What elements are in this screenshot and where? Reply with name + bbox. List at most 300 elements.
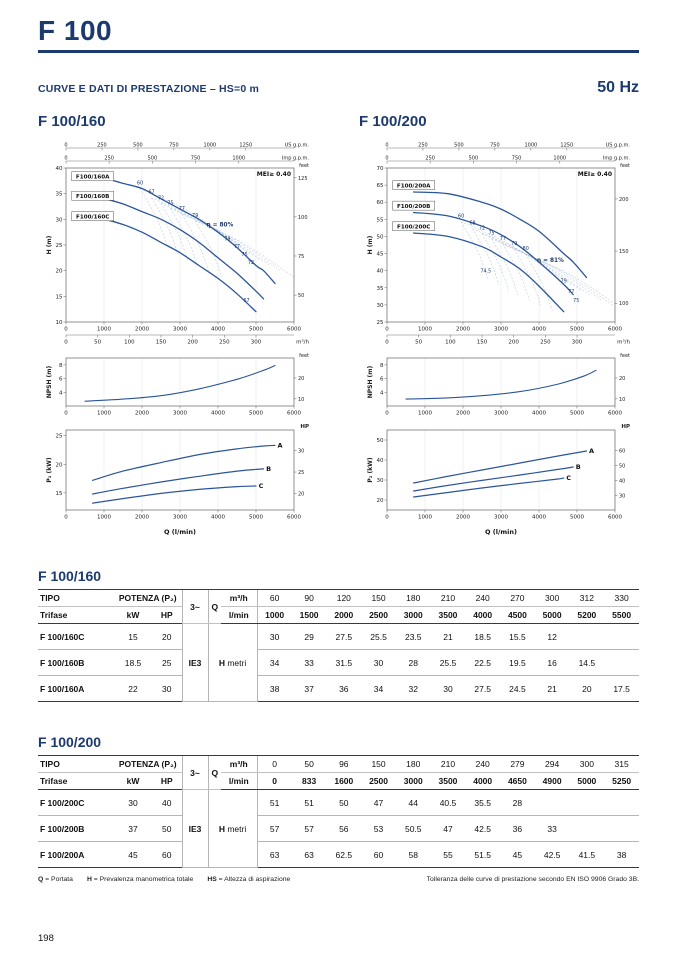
head-value-cell: 50 bbox=[326, 790, 361, 816]
svg-text:4: 4 bbox=[59, 390, 63, 397]
svg-text:125: 125 bbox=[298, 176, 308, 183]
head-value-cell: 55 bbox=[431, 842, 466, 868]
svg-text:8: 8 bbox=[380, 363, 384, 370]
kw-cell: 37 bbox=[114, 816, 152, 842]
svg-text:4000: 4000 bbox=[211, 410, 225, 417]
svg-text:4000: 4000 bbox=[532, 514, 546, 521]
footnote-item: Q = Portata bbox=[38, 876, 73, 884]
svg-text:75: 75 bbox=[488, 232, 495, 238]
q-m3h-value: 294 bbox=[535, 756, 570, 773]
svg-text:6000: 6000 bbox=[287, 410, 301, 417]
col-potenza: POTENZA (P₂) bbox=[114, 756, 182, 773]
svg-text:A: A bbox=[588, 447, 595, 456]
head-value-cell: 18.5 bbox=[465, 624, 500, 650]
head-value-cell: 25.5 bbox=[431, 650, 466, 676]
svg-text:67: 67 bbox=[148, 191, 155, 197]
col-tipo: TIPO bbox=[38, 590, 114, 607]
svg-text:4000: 4000 bbox=[532, 326, 546, 333]
page-title: F 100 bbox=[38, 15, 113, 46]
svg-text:1250: 1250 bbox=[560, 142, 574, 149]
svg-text:500: 500 bbox=[468, 155, 479, 162]
svg-text:65: 65 bbox=[376, 183, 384, 190]
head-value-cell: 42.5 bbox=[535, 842, 570, 868]
table-row bbox=[38, 624, 639, 650]
svg-text:1000: 1000 bbox=[418, 326, 432, 333]
svg-text:60: 60 bbox=[619, 448, 626, 455]
ie-class-cell: IE3 bbox=[182, 790, 208, 868]
ie-class-cell: IE3 bbox=[182, 624, 208, 702]
table-row bbox=[38, 842, 639, 868]
q-lmin-value: 0 bbox=[257, 773, 292, 790]
svg-text:35: 35 bbox=[376, 286, 384, 293]
svg-text:40: 40 bbox=[55, 166, 63, 173]
svg-text:70: 70 bbox=[376, 166, 384, 173]
head-value-cell: 58 bbox=[396, 842, 431, 868]
hp-cell: 40 bbox=[152, 790, 182, 816]
svg-text:72: 72 bbox=[157, 196, 165, 202]
q-lmin-value: 5250 bbox=[604, 773, 639, 790]
svg-text:6000: 6000 bbox=[608, 410, 622, 417]
svg-text:250: 250 bbox=[104, 155, 114, 162]
svg-text:50: 50 bbox=[94, 339, 102, 346]
svg-text:60: 60 bbox=[376, 200, 384, 207]
table-header-row bbox=[38, 773, 639, 790]
kw-cell: 22 bbox=[114, 676, 152, 702]
svg-text:77: 77 bbox=[178, 207, 185, 213]
head-value-cell: 32 bbox=[396, 676, 431, 702]
svg-text:77: 77 bbox=[499, 237, 506, 243]
svg-text:NPSH (m): NPSH (m) bbox=[367, 366, 374, 399]
svg-text:F100/160A: F100/160A bbox=[75, 174, 110, 181]
head-value-cell: 42.5 bbox=[465, 816, 500, 842]
svg-text:20: 20 bbox=[55, 269, 63, 276]
hq-curve-chart-f160 bbox=[38, 138, 310, 350]
svg-text:0: 0 bbox=[64, 326, 68, 333]
col-kw: kW bbox=[114, 607, 152, 624]
q-lmin-value: 2500 bbox=[361, 773, 396, 790]
head-value-cell: 60 bbox=[361, 842, 396, 868]
chart-section-f160 bbox=[38, 113, 318, 536]
svg-text:1000: 1000 bbox=[232, 155, 246, 162]
svg-text:10: 10 bbox=[619, 397, 626, 404]
q-m3h-value: 279 bbox=[500, 756, 535, 773]
q-m3h-value: 50 bbox=[292, 756, 327, 773]
svg-text:100: 100 bbox=[445, 339, 456, 346]
svg-text:F100/160C: F100/160C bbox=[76, 214, 110, 221]
svg-text:80: 80 bbox=[522, 247, 529, 253]
head-value-cell: 27.5 bbox=[326, 624, 361, 650]
table-row bbox=[38, 676, 639, 702]
subtitle-row bbox=[38, 79, 639, 97]
head-value-cell: 45 bbox=[500, 842, 535, 868]
svg-text:H (m): H (m) bbox=[46, 235, 53, 255]
svg-text:η = 80%: η = 80% bbox=[206, 222, 234, 229]
svg-text:500: 500 bbox=[147, 155, 158, 162]
pump-model-cell: F 100/200B bbox=[38, 816, 114, 842]
svg-text:1000: 1000 bbox=[97, 410, 111, 417]
kw-cell: 15 bbox=[114, 624, 152, 650]
head-value-cell: 38 bbox=[257, 676, 292, 702]
svg-text:m³/h: m³/h bbox=[296, 339, 309, 346]
chart-title-f200: F 100/200 bbox=[359, 113, 427, 131]
svg-text:50: 50 bbox=[298, 293, 305, 300]
pump-model-cell: F 100/160C bbox=[38, 624, 114, 650]
head-value-cell: 22.5 bbox=[465, 650, 500, 676]
q-m3h-value: 312 bbox=[569, 590, 604, 607]
q-lmin-value: 4900 bbox=[535, 773, 570, 790]
svg-text:40: 40 bbox=[619, 478, 626, 485]
head-value-cell: 40.5 bbox=[431, 790, 466, 816]
col-potenza: POTENZA (P₂) bbox=[114, 590, 182, 607]
svg-text:feet: feet bbox=[299, 353, 309, 360]
q-m3h-value: 330 bbox=[604, 590, 639, 607]
svg-text:500: 500 bbox=[454, 142, 464, 149]
svg-text:HP: HP bbox=[621, 424, 630, 431]
head-value-cell: 47 bbox=[361, 790, 396, 816]
svg-text:79: 79 bbox=[511, 242, 518, 248]
footnote-item: HS = Altezza di aspirazione bbox=[207, 876, 291, 884]
head-value-cell: 51 bbox=[292, 790, 327, 816]
unit-m3h: m³/h bbox=[221, 756, 257, 773]
q-lmin-value: 5500 bbox=[604, 607, 639, 624]
svg-text:6000: 6000 bbox=[287, 514, 301, 521]
svg-text:F100/160B: F100/160B bbox=[75, 194, 110, 201]
head-value-cell: 51.5 bbox=[465, 842, 500, 868]
svg-text:1000: 1000 bbox=[97, 514, 111, 521]
head-value-cell: 30 bbox=[361, 650, 396, 676]
pump-model-cell: F 100/160A bbox=[38, 676, 114, 702]
svg-text:250: 250 bbox=[418, 142, 428, 149]
svg-text:3000: 3000 bbox=[173, 410, 187, 417]
performance-table-f160 bbox=[38, 589, 639, 702]
svg-text:3000: 3000 bbox=[494, 410, 508, 417]
svg-text:6000: 6000 bbox=[608, 514, 622, 521]
q-m3h-value: 0 bbox=[257, 756, 292, 773]
q-m3h-value: 210 bbox=[431, 756, 466, 773]
svg-text:79: 79 bbox=[224, 237, 231, 243]
svg-text:10: 10 bbox=[55, 320, 63, 327]
head-value-cell: 33 bbox=[292, 650, 327, 676]
svg-text:2000: 2000 bbox=[456, 410, 470, 417]
performance-subtitle: CURVE E DATI DI PRESTAZIONE – HS=0 m bbox=[38, 83, 260, 96]
svg-text:HP: HP bbox=[300, 424, 309, 431]
head-value-cell bbox=[604, 790, 639, 816]
table-row bbox=[38, 816, 639, 842]
head-value-cell: 30 bbox=[257, 624, 292, 650]
svg-text:60: 60 bbox=[458, 215, 465, 221]
q-lmin-value: 2000 bbox=[326, 607, 361, 624]
svg-text:4000: 4000 bbox=[532, 410, 546, 417]
head-value-cell bbox=[535, 790, 570, 816]
svg-text:30: 30 bbox=[376, 478, 384, 485]
q-m3h-value: 300 bbox=[535, 590, 570, 607]
svg-text:75: 75 bbox=[167, 201, 174, 207]
head-value-cell: 57 bbox=[257, 816, 292, 842]
footnote-legend bbox=[38, 876, 304, 883]
q-m3h-value: 60 bbox=[257, 590, 292, 607]
hp-cell: 25 bbox=[152, 650, 182, 676]
head-value-cell: 30 bbox=[431, 676, 466, 702]
svg-text:100: 100 bbox=[124, 339, 135, 346]
svg-text:5000: 5000 bbox=[570, 410, 584, 417]
svg-text:0: 0 bbox=[385, 155, 389, 162]
svg-text:MEI≥ 0.40: MEI≥ 0.40 bbox=[577, 171, 612, 179]
svg-text:5000: 5000 bbox=[249, 514, 263, 521]
svg-text:4: 4 bbox=[380, 390, 384, 397]
col-q: Q bbox=[208, 756, 221, 790]
col-hp: HP bbox=[152, 773, 182, 790]
col-phase: 3~ bbox=[182, 756, 208, 790]
svg-text:Imp g.p.m.: Imp g.p.m. bbox=[602, 155, 630, 162]
svg-text:77: 77 bbox=[233, 245, 241, 251]
head-value-cell: 35.5 bbox=[465, 790, 500, 816]
q-m3h-value: 180 bbox=[396, 590, 431, 607]
svg-text:B: B bbox=[266, 465, 272, 474]
svg-text:8: 8 bbox=[59, 363, 63, 370]
svg-text:30: 30 bbox=[55, 217, 63, 224]
head-value-cell bbox=[604, 816, 639, 842]
table-row bbox=[38, 650, 639, 676]
head-value-cell bbox=[569, 816, 604, 842]
svg-text:6: 6 bbox=[380, 376, 384, 383]
svg-text:0: 0 bbox=[64, 155, 68, 162]
svg-text:C: C bbox=[258, 482, 264, 491]
svg-text:15: 15 bbox=[55, 491, 63, 498]
head-value-cell bbox=[569, 624, 604, 650]
col-tipo: TIPO bbox=[38, 756, 114, 773]
svg-text:5000: 5000 bbox=[249, 410, 263, 417]
title-rule bbox=[38, 50, 639, 53]
kw-cell: 45 bbox=[114, 842, 152, 868]
svg-text:68: 68 bbox=[469, 221, 476, 227]
head-value-cell: 12 bbox=[535, 624, 570, 650]
svg-text:4000: 4000 bbox=[211, 326, 225, 333]
q-m3h-value: 315 bbox=[604, 756, 639, 773]
svg-text:0: 0 bbox=[385, 514, 389, 521]
head-value-cell: 25.5 bbox=[361, 624, 396, 650]
svg-text:72: 72 bbox=[478, 226, 486, 232]
svg-text:feet: feet bbox=[299, 163, 309, 170]
svg-text:6000: 6000 bbox=[608, 326, 622, 333]
head-value-cell: 15.5 bbox=[500, 624, 535, 650]
npsh-chart-f160 bbox=[38, 350, 310, 420]
q-m3h-value: 90 bbox=[292, 590, 327, 607]
svg-text:25: 25 bbox=[55, 243, 63, 250]
svg-text:P₂ (kW): P₂ (kW) bbox=[46, 457, 53, 483]
head-value-cell: 47 bbox=[431, 816, 466, 842]
svg-text:20: 20 bbox=[619, 376, 626, 383]
frequency-label: 50 Hz bbox=[597, 79, 639, 97]
head-value-cell: 33 bbox=[535, 816, 570, 842]
head-value-cell: 20 bbox=[569, 676, 604, 702]
q-lmin-value: 1600 bbox=[326, 773, 361, 790]
q-lmin-value: 4000 bbox=[465, 607, 500, 624]
svg-text:0: 0 bbox=[64, 514, 68, 521]
svg-text:US g.p.m.: US g.p.m. bbox=[284, 142, 309, 149]
svg-text:3000: 3000 bbox=[173, 514, 187, 521]
svg-text:1250: 1250 bbox=[239, 142, 253, 149]
unit-m3h: m³/h bbox=[221, 590, 257, 607]
head-value-cell: 63 bbox=[257, 842, 292, 868]
svg-text:η = 81%: η = 81% bbox=[536, 258, 564, 265]
svg-text:150: 150 bbox=[476, 339, 488, 346]
q-lmin-value: 5000 bbox=[569, 773, 604, 790]
h-metri-cell: H metri bbox=[208, 790, 257, 868]
svg-text:m³/h: m³/h bbox=[617, 339, 630, 346]
head-value-cell: 50.5 bbox=[396, 816, 431, 842]
head-value-cell: 21 bbox=[535, 676, 570, 702]
q-lmin-value: 3500 bbox=[431, 773, 466, 790]
hp-cell: 30 bbox=[152, 676, 182, 702]
svg-text:F100/200B: F100/200B bbox=[396, 204, 431, 211]
svg-text:4000: 4000 bbox=[211, 514, 225, 521]
hp-cell: 50 bbox=[152, 816, 182, 842]
svg-text:20: 20 bbox=[376, 498, 384, 505]
svg-text:79: 79 bbox=[192, 214, 199, 220]
svg-text:2000: 2000 bbox=[135, 410, 149, 417]
head-value-cell: 62.5 bbox=[326, 842, 361, 868]
svg-text:50: 50 bbox=[376, 234, 384, 241]
hp-cell: 20 bbox=[152, 624, 182, 650]
q-lmin-value: 3000 bbox=[396, 773, 431, 790]
head-value-cell: 34 bbox=[361, 676, 396, 702]
svg-text:A: A bbox=[277, 441, 283, 450]
svg-text:25: 25 bbox=[298, 470, 305, 477]
svg-text:0: 0 bbox=[385, 326, 389, 333]
head-value-cell: 27.5 bbox=[465, 676, 500, 702]
q-m3h-value: 210 bbox=[431, 590, 466, 607]
head-value-cell: 24.5 bbox=[500, 676, 535, 702]
table-header-row bbox=[38, 607, 639, 624]
col-phase: 3~ bbox=[182, 590, 208, 624]
svg-text:2000: 2000 bbox=[135, 326, 149, 333]
svg-text:75: 75 bbox=[298, 254, 305, 261]
svg-text:Imp g.p.m.: Imp g.p.m. bbox=[281, 155, 309, 162]
h-metri-cell: H metri bbox=[208, 624, 257, 702]
svg-text:0: 0 bbox=[385, 410, 389, 417]
svg-text:77: 77 bbox=[568, 290, 575, 296]
svg-text:6: 6 bbox=[59, 376, 63, 383]
q-lmin-value: 4500 bbox=[500, 607, 535, 624]
svg-text:25: 25 bbox=[376, 320, 384, 327]
hq-curve-chart-f200 bbox=[359, 138, 631, 350]
head-value-cell: 21 bbox=[431, 624, 466, 650]
unit-lmin: l/min bbox=[221, 607, 257, 624]
svg-text:2000: 2000 bbox=[456, 326, 470, 333]
q-lmin-value: 2500 bbox=[361, 607, 396, 624]
svg-text:0: 0 bbox=[64, 339, 68, 346]
head-value-cell: 28 bbox=[500, 790, 535, 816]
q-m3h-value: 180 bbox=[396, 756, 431, 773]
svg-text:1000: 1000 bbox=[524, 142, 538, 149]
head-value-cell bbox=[604, 624, 639, 650]
svg-text:250: 250 bbox=[219, 339, 230, 346]
q-lmin-value: 3000 bbox=[396, 607, 431, 624]
table-title-f200: F 100/200 bbox=[38, 734, 102, 751]
col-q: Q bbox=[208, 590, 221, 624]
table-row bbox=[38, 790, 639, 816]
svg-text:75: 75 bbox=[241, 253, 248, 259]
svg-text:3000: 3000 bbox=[494, 326, 508, 333]
svg-text:2000: 2000 bbox=[135, 514, 149, 521]
col-trifase: Trifase bbox=[38, 773, 114, 790]
svg-text:50: 50 bbox=[415, 339, 423, 346]
svg-text:1000: 1000 bbox=[553, 155, 567, 162]
svg-text:30: 30 bbox=[376, 303, 384, 310]
q-m3h-value: 120 bbox=[326, 590, 361, 607]
performance-table-f200 bbox=[38, 755, 639, 868]
unit-lmin: l/min bbox=[221, 773, 257, 790]
svg-text:250: 250 bbox=[425, 155, 435, 162]
head-value-cell: 53 bbox=[361, 816, 396, 842]
q-m3h-value: 240 bbox=[465, 756, 500, 773]
q-m3h-value: 150 bbox=[361, 756, 396, 773]
npsh-chart-f200 bbox=[359, 350, 631, 420]
svg-text:NPSH (m): NPSH (m) bbox=[46, 366, 53, 399]
col-trifase: Trifase bbox=[38, 607, 114, 624]
q-m3h-value: 240 bbox=[465, 590, 500, 607]
svg-text:0: 0 bbox=[385, 142, 389, 149]
svg-text:67: 67 bbox=[243, 299, 250, 305]
svg-text:F100/200C: F100/200C bbox=[397, 224, 431, 231]
q-m3h-value: 150 bbox=[361, 590, 396, 607]
head-value-cell: 29 bbox=[292, 624, 327, 650]
svg-text:250: 250 bbox=[540, 339, 551, 346]
svg-text:30: 30 bbox=[298, 449, 305, 456]
svg-text:MEI≥ 0.40: MEI≥ 0.40 bbox=[256, 171, 291, 179]
head-value-cell: 57 bbox=[292, 816, 327, 842]
head-value-cell: 41.5 bbox=[569, 842, 604, 868]
svg-text:2000: 2000 bbox=[456, 514, 470, 521]
q-lmin-value: 833 bbox=[292, 773, 327, 790]
svg-text:50: 50 bbox=[376, 438, 384, 445]
q-lmin-value: 3500 bbox=[431, 607, 466, 624]
q-lmin-value: 1500 bbox=[292, 607, 327, 624]
table-section-f200 bbox=[38, 734, 639, 868]
col-kw: kW bbox=[114, 773, 152, 790]
head-value-cell: 14.5 bbox=[569, 650, 604, 676]
svg-text:300: 300 bbox=[250, 339, 262, 346]
svg-text:20: 20 bbox=[55, 462, 63, 469]
svg-text:55: 55 bbox=[376, 217, 384, 224]
svg-text:0: 0 bbox=[64, 410, 68, 417]
svg-text:100: 100 bbox=[298, 215, 308, 222]
head-value-cell: 37 bbox=[292, 676, 327, 702]
head-value-cell bbox=[604, 650, 639, 676]
svg-text:300: 300 bbox=[571, 339, 583, 346]
svg-text:H (m): H (m) bbox=[367, 235, 374, 255]
svg-text:B: B bbox=[575, 463, 581, 472]
svg-text:1000: 1000 bbox=[97, 326, 111, 333]
footnote-item: H = Prevalenza manometrica totale bbox=[86, 876, 194, 884]
chart-section-f200 bbox=[359, 113, 639, 536]
svg-text:100: 100 bbox=[619, 301, 629, 308]
svg-text:10: 10 bbox=[298, 397, 305, 404]
svg-text:500: 500 bbox=[133, 142, 143, 149]
svg-text:0: 0 bbox=[385, 339, 389, 346]
col-hp: HP bbox=[152, 607, 182, 624]
q-m3h-value: 270 bbox=[500, 590, 535, 607]
head-value-cell: 63 bbox=[292, 842, 327, 868]
svg-text:5000: 5000 bbox=[570, 514, 584, 521]
svg-text:74.5: 74.5 bbox=[480, 269, 492, 275]
head-value-cell: 23.5 bbox=[396, 624, 431, 650]
pump-model-cell: F 100/200A bbox=[38, 842, 114, 868]
svg-text:P₂ (kW): P₂ (kW) bbox=[367, 457, 374, 483]
svg-text:150: 150 bbox=[155, 339, 167, 346]
svg-text:F100/200A: F100/200A bbox=[396, 183, 431, 190]
svg-text:25: 25 bbox=[55, 434, 63, 441]
